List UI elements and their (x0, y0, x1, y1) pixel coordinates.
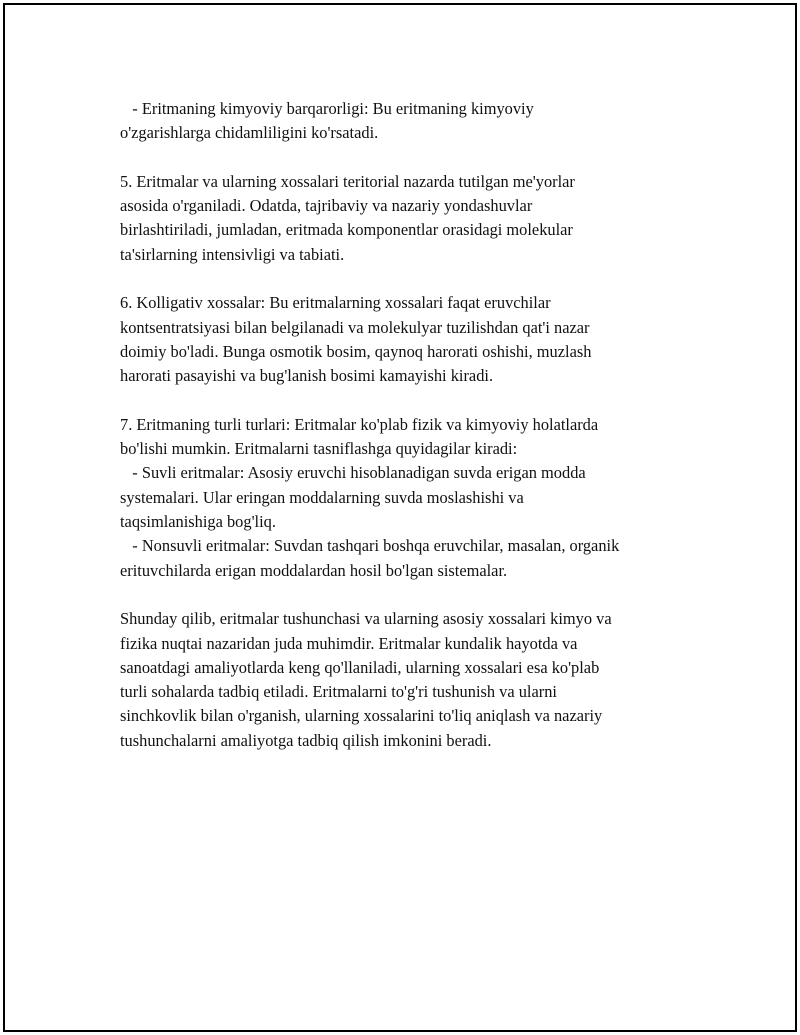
paragraph-conclusion (120, 607, 720, 753)
text-line: turli sohalarda tadbiq etiladi. Eritmalarni to'g'ri tushunish va ularni (120, 682, 557, 702)
document-body (120, 97, 720, 753)
paragraph-item-6 (120, 291, 720, 388)
text-line: tushunchalarni amaliyotga tadbiq qilish imkonini beradi. (120, 730, 492, 750)
text-line: asosida o'rganiladi. Odatda, tajribaviy va nazariy yondashuvlar (120, 196, 533, 216)
text-line: harorati pasayishi va bug'lanish bosimi kamayishi kiradi. (120, 366, 494, 386)
text-line: kontsentratsiyasi bilan belgilanadi va molekulyar tuzilishdan qat'i nazar (120, 317, 590, 337)
text-line: doimiy bo'ladi. Bunga osmotik bosim, qaynoq harorati oshishi, muzlash (120, 341, 592, 361)
paragraph-chemical-stability (120, 97, 720, 146)
text-line: birlashtiriladi, jumladan, eritmada komponentlar orasidagi molekular (120, 220, 573, 240)
text-line: systemalari. Ular eringan moddalarning suvda moslashishi va (120, 487, 524, 507)
text-line: - Suvli eritmalar: Asosiy eruvchi hisoblanadigan suvda erigan modda (120, 463, 586, 483)
text-line: bo'lishi mumkin. Eritmalarni tasniflashga quyidagilar kiradi: (120, 439, 518, 459)
text-line: erituvchilarda erigan moddalardan hosil bo'lgan sistemalar. (120, 560, 508, 580)
text-line: - Nonsuvli eritmalar: Suvdan tashqari boshqa eruvchilar, masalan, organik (120, 536, 620, 556)
page-frame (3, 3, 797, 1032)
text-line: 6. Kolligativ xossalar: Bu eritmalarning xossalari faqat eruvchilar (120, 293, 551, 313)
text-line: 7. Eritmaning turli turlari: Eritmalar ko'plab fizik va kimyoviy holatlarda (120, 414, 599, 434)
text-line: Shunday qilib, eritmalar tushunchasi va ularning asosiy xossalari kimyo va (120, 609, 612, 629)
text-line: 5. Eritmalar va ularning xossalari teritorial nazarda tutilgan me'yorlar (120, 171, 575, 191)
text-line: sinchkovlik bilan o'rganish, ularning xossalarini to'liq aniqlash va nazariy (120, 706, 603, 726)
paragraph-item-7 (120, 413, 720, 583)
text-line: - Eritmaning kimyoviy barqarorligi: Bu eritmaning kimyoviy (120, 99, 534, 118)
paragraph-item-5 (120, 170, 720, 267)
text-line: taqsimlanishiga bog'liq. (120, 512, 276, 532)
text-line: sanoatdagi amaliyotlarda keng qo'llaniladi, ularning xossalari esa ko'plab (120, 657, 600, 677)
text-line: o'zgarishlarga chidamliligini ko'rsatadi. (120, 123, 379, 143)
text-line: ta'sirlarning intensivligi va tabiati. (120, 244, 345, 264)
text-line: fizika nuqtai nazaridan juda muhimdir. Eritmalar kundalik hayotda va (120, 633, 578, 653)
